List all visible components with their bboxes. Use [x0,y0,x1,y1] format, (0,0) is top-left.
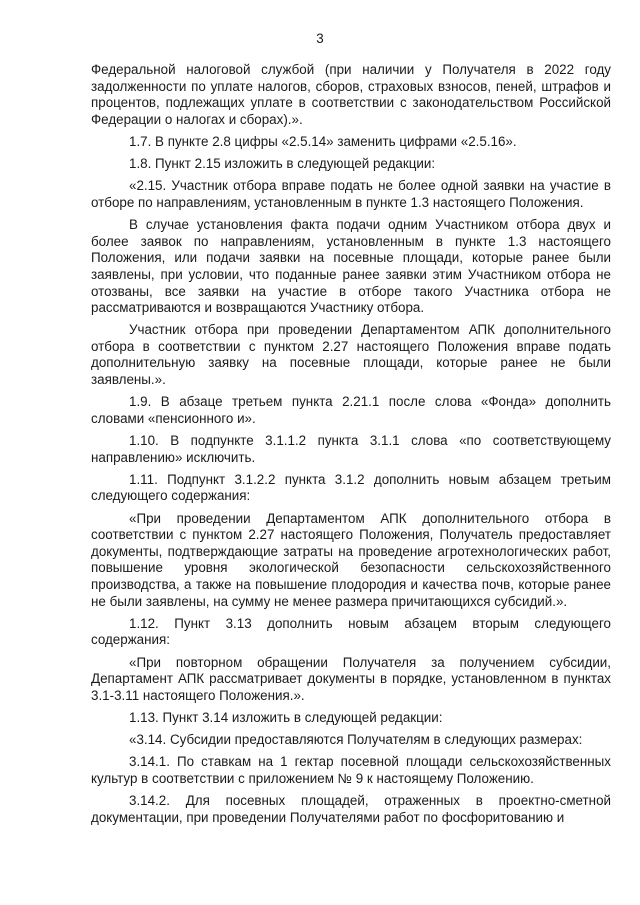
paragraph: 3.14.2. Для посевных площадей, отраженных в проектно-сметной документации, при проведении Получателями работ по фосфоритованию и [91,793,611,825]
paragraph: 1.8. Пункт 2.15 изложить в следующей редакции: [129,156,436,172]
paragraph: 1.7. В пункте 2.8 цифры «2.5.14» заменить цифрами «2.5.16». [129,133,517,149]
paragraph: Федеральной налоговой службой (при наличии у Получателя в 2022 году задолженности по уплате налогов, сборов, страховых взносов, пеней, штрафов и процентов, подлежащих уплате в соответствии с законодательством Российской Федерации о налогах и сборах).». [91,62,611,127]
paragraph: 1.13. Пункт 3.14 изложить в следующей редакции: [129,709,443,725]
paragraph: «2.15. Участник отбора вправе подать не более одной заявки на участие в отборе по направлениям, установленным в пункте 1.3 настоящего Положения. [91,178,611,210]
paragraph: В случае установления факта подачи одним Участником отбора двух и более заявок по направлениям, установленным в пункте 1.3 настоящего Положения, или подачи заявки на посевные площади, которые ранее были заявлены, при условии, что поданные ранее заявки этим Участником отбора не отозваны, все заявки на участие в отборе такого Участника отбора не рассматриваются и возвращаются Участнику отбора. [91,217,611,316]
paragraph: 1.9. В абзаце третьем пункта 2.21.1 после слова «Фонда» дополнить словами «пенсионного и». [91,394,611,426]
paragraph: 1.12. Пункт 3.13 дополнить новым абзацем вторым следующего содержания: [91,615,611,648]
paragraph: 3.14.1. По ставкам на 1 гектар посевной площади сельскохозяйственных культур в соответствии с приложением № 9 к настоящему Положению. [91,754,611,786]
paragraph: 1.10. В подпункте 3.1.1.2 пункта 3.1.1 слова «по соответствующему направлению» исключить. [91,433,611,465]
paragraph: «При повторном обращении Получателя за получением субсидии, Департамент АПК рассматривает документы в порядке, установленном в пунктах 3.1-3.11 настоящего Положения.». [91,654,611,703]
document-body [91,62,611,832]
paragraph: 1.11. Подпункт 3.1.2.2 пункта 3.1.2 дополнить новым абзацем третьим следующего содержания: [91,471,611,504]
paragraph: «При проведении Департаментом АПК дополнительного отбора в соответствии с пунктом 2.27 настоящего Положения, Получатель предоставляет документы, подтверждающие затраты на проведение агротехнологических работ, повышение уровня экологической безопасности сельскохозяйственного производства, а также на повышение плодородия и качества почв, которые ранее не были заявлены, на сумму не менее размера причитающихся субсидий.». [91,510,611,609]
page-number: 3 [316,31,324,46]
paragraph: «3.14. Субсидии предоставляются Получателям в следующих размерах: [129,732,583,748]
paragraph: Участник отбора при проведении Департаментом АПК дополнительного отбора в соответствии с пунктом 2.27 настоящего Положения вправе подать дополнительную заявку на посевные площади, которые ранее не были заявлены.». [91,322,611,388]
